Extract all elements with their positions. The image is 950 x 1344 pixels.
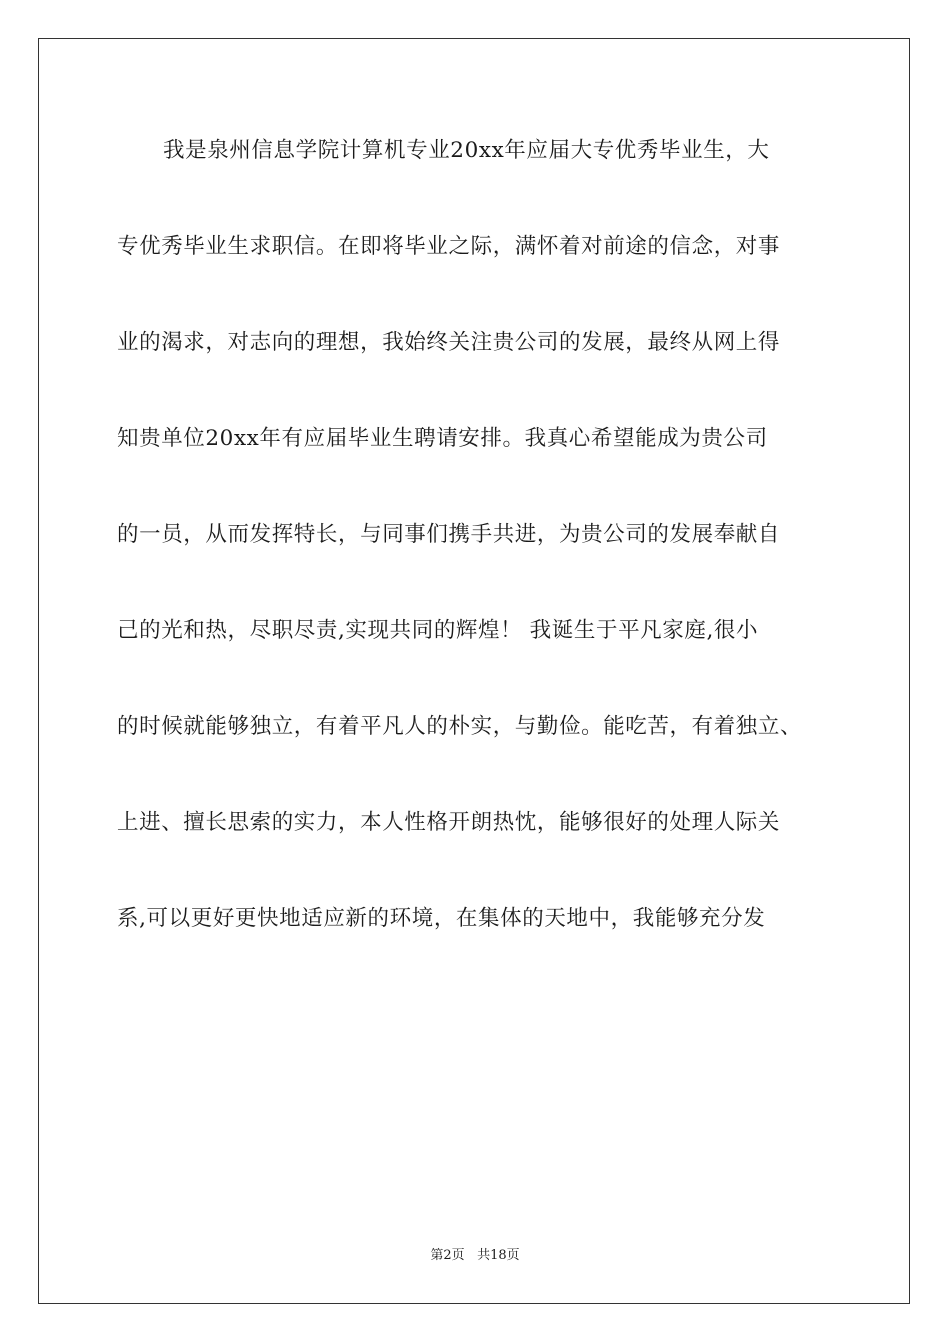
paragraph-line: 的时候就能够独立，有着平凡人的朴实，与勤俭。能吃苦，有着独立、 bbox=[117, 714, 803, 739]
page-total: 共18页 bbox=[477, 1248, 520, 1263]
paragraph-line: 业的渴求，对志向的理想，我始终关注贵公司的发展，最终从网上得 bbox=[117, 330, 781, 355]
paragraph-line: 己的光和热，尽职尽责,实现共同的辉煌！ 我诞生于平凡家庭,很小 bbox=[117, 618, 759, 643]
page-footer bbox=[0, 1247, 950, 1265]
paragraph-line: 的一员，从而发挥特长，与同事们携手共进，为贵公司的发展奉献自 bbox=[117, 522, 781, 547]
paragraph-line: 系,可以更好更快地适应新的环境，在集体的天地中，我能够充分发 bbox=[117, 906, 766, 931]
paragraph-line: 知贵单位20xx年有应届毕业生聘请安排。我真心希望能成为贵公司 bbox=[117, 426, 768, 451]
page-number: 第2页 bbox=[430, 1248, 465, 1263]
page-frame bbox=[38, 38, 910, 1304]
paragraph-line: 上进、擅长思索的实力，本人性格开朗热忱，能够很好的处理人际关 bbox=[117, 810, 781, 835]
paragraph-line: 我是泉州信息学院计算机专业20xx年应届大专优秀毕业生，大 bbox=[163, 138, 770, 163]
paragraph-line: 专优秀毕业生求职信。在即将毕业之际，满怀着对前途的信念，对事 bbox=[117, 234, 781, 259]
